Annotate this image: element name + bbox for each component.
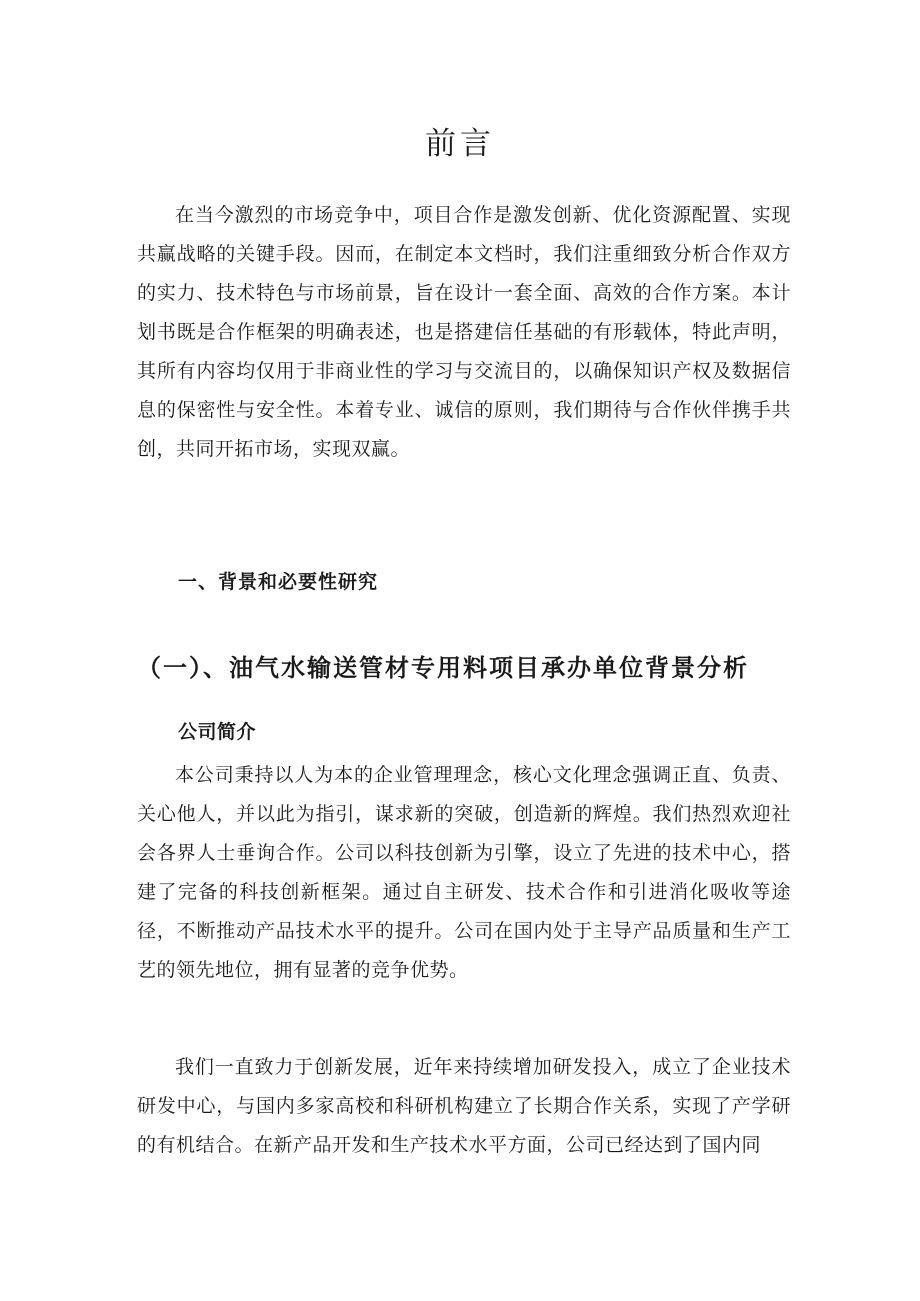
company-intro-heading: 公司简介 — [178, 721, 257, 743]
page-title: 前言 — [425, 126, 495, 162]
subsection-heading: （一）、油气水输送管材专用料项目承办单位背景分析 — [137, 654, 749, 682]
company-paragraph-2: 我们一直致力于创新发展，近年来持续增加研发投入，成立了企业技术研发中心，与国内多家高校和科研机构建立了长期合作关系，实现了产学研的有机结合。在新产品开发和生产技术水平方面，公司已经达到了国内同 — [137, 1056, 791, 1156]
company-paragraph-1: 本公司秉持以人为本的企业管理理念，核心文化理念强调正直、负责、关心他人，并以此为指引，谋求新的突破，创造新的辉煌。我们热烈欢迎社会各界人士垂询合作。公司以科技创新为引擎，设立了先进的技术中心，搭建了完备的科技创新框架。通过自主研发、技术合作和引进消化吸收等途径，不断推动产品技术水平的提升。公司在国内处于主导产品质量和生产工艺的领先地位，拥有显著的竞争优势。 — [137, 764, 791, 981]
preface-paragraph: 在当今激烈的市场竞争中，项目合作是激发创新、优化资源配置、实现共赢战略的关键手段。因而，在制定本文档时，我们注重细致分析合作双方的实力、技术特色与市场前景，旨在设计一套全面、高效的合作方案。本计划书既是合作框架的明确表述，也是搭建信任基础的有形载体，特此声明，其所有内容均仅用于非商业性的学习与交流目的，以确保知识产权及数据信息的保密性与安全性。本着专业、诚信的原则，我们期待与合作伙伴携手共创，共同开拓市场，实现双赢。 — [137, 204, 791, 460]
section-heading: 一、背景和必要性研究 — [178, 571, 379, 593]
